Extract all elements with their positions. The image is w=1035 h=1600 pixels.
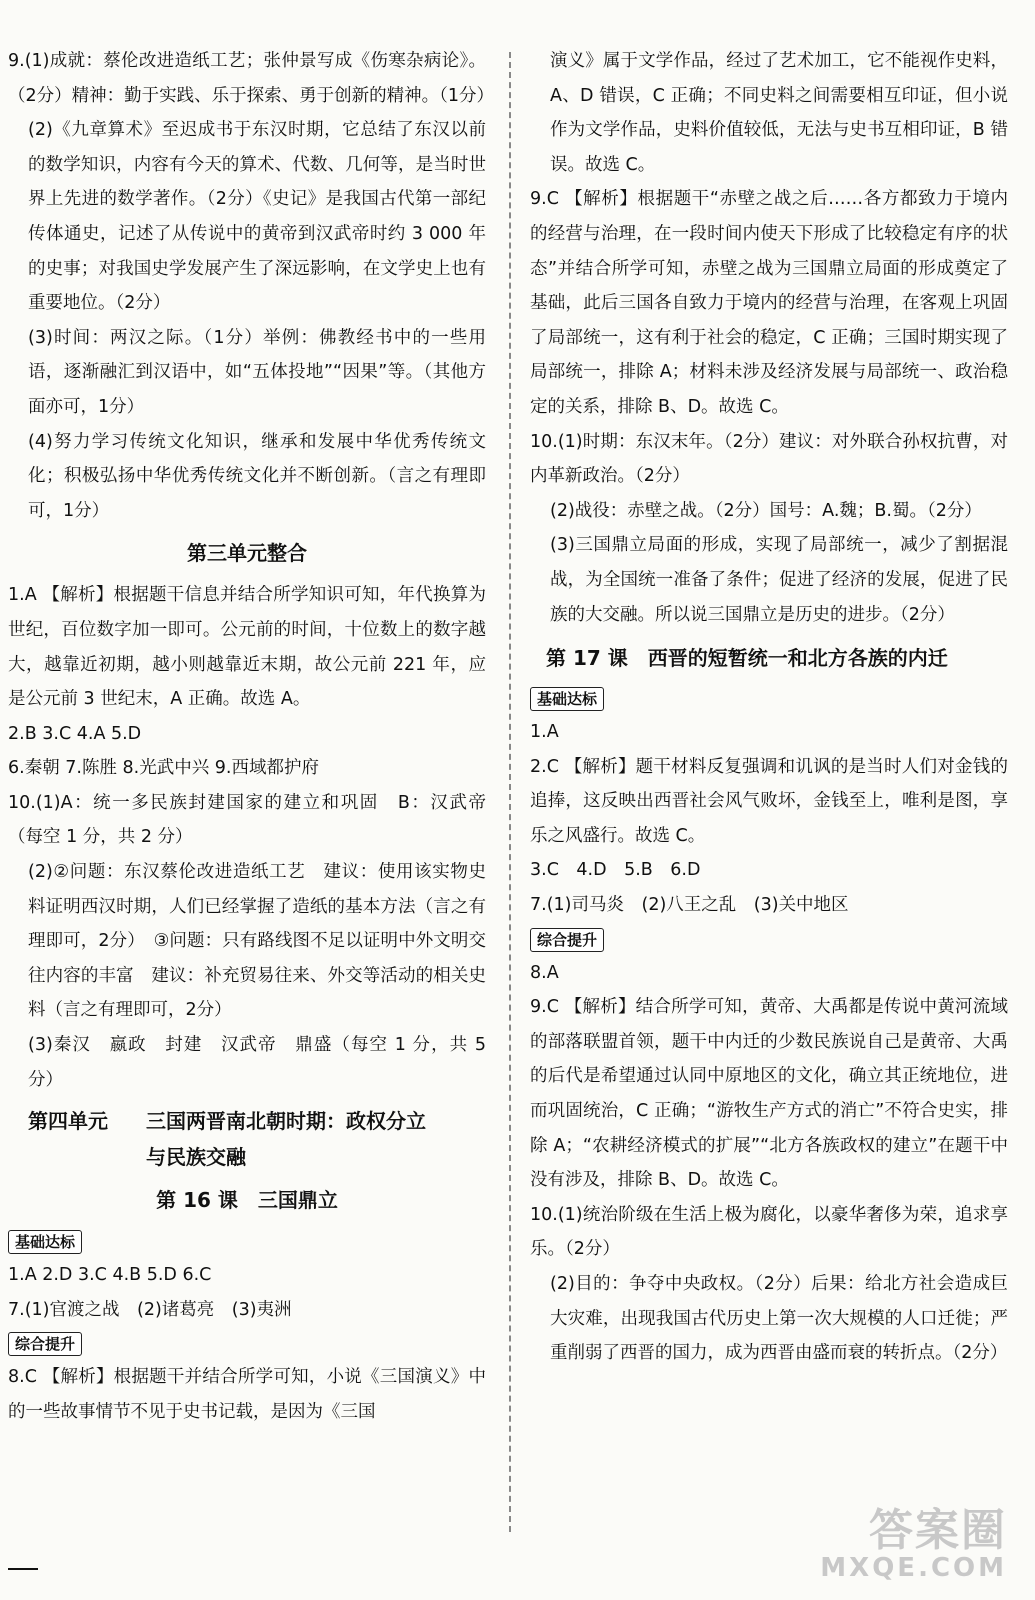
answer-9-1: 9.(1)成就：蔡伦改进造纸工艺；张仲景写成《伤寒杂病论》。（2分）精神：勤于实践、乐于探索、勇于创新的精神。（1分） [8, 51, 495, 106]
unit4-title-line2: 与民族交融 [146, 1145, 246, 1170]
watermark-logo [820, 1505, 1007, 1583]
lesson16-answer-10-2: (2)战役：赤壁之战。（2分）国号：A.魏；B.蜀。（2分） [550, 500, 982, 521]
lesson17-title: 第 17 课 西晋的短暂统一和北方各族的内迁 [546, 646, 948, 671]
badge-basic-2: 基础达标 [530, 687, 604, 711]
lesson17-answer-7: 7.(1)司马炎 (2)八王之乱 (3)关中地区 [530, 895, 849, 916]
lesson17-answer-1: 1.A [530, 722, 559, 743]
lesson17-answer-10-1: 10.(1)统治阶级在生活上极为腐化，以豪华奢侈为荣，追求享乐。（2分） [530, 1204, 1008, 1260]
lesson16-title: 第 16 课 三国鼎立 [156, 1188, 338, 1213]
unit4-label: 第四单元 [28, 1109, 108, 1134]
badge-comprehensive: 综合提升 [8, 1332, 82, 1356]
left-column [8, 44, 495, 1430]
answer-9-3: (3)时间：两汉之际。（1分）举例：佛教经书中的一些用语，逐渐融汇到汉语中，如“五体投地”“因果”等。（其他方面亦可，1分） [28, 327, 486, 417]
answer-9-2: (2)《九章算术》至迟成书于东汉时期，它总结了东汉以前的数学知识，内容有今天的算术、代数、几何等，是当时世界上先进的数学著作。（2分）《史记》是我国古代第一部纪传体通史，记述了从传说中的黄帝到汉武帝时约 3 000 年的史事；对我国史学发展产生了深远影响，在文学史上也有重要地位。（2分） [28, 120, 486, 314]
lesson17-answer-8: 8.A [530, 962, 559, 983]
lesson16-answer-9: 9.C 【解析】根据题干“赤壁之战之后……各方都致力于境内的经营与治理，在一段时间内使天下形成了比较稳定有序的状态”并结合所学可知，赤壁之战为三国鼎立局面的形成奠定了基础，此后三国各自致力于境内的经营与治理，在客观上巩固了局部统一，这有利于社会的稳定，C 正确；三国时期实现了局部统一，排除 A；材料未涉及经济发展与局部统一、政治稳定的关系，排除 B、D。故选 C。 [530, 189, 1008, 417]
watermark-url: MXQE.COM [820, 1553, 1007, 1583]
right-column [530, 44, 1008, 1371]
watermark-text: 答案圈 [869, 1505, 1007, 1556]
unit3-answer-6-9: 6.秦朝 7.陈胜 8.光武中兴 9.西域都护府 [8, 758, 319, 779]
column-divider [509, 52, 511, 1532]
lesson17-answer-10-2: (2)目的：争夺中央政权。（2分）后果：给北方社会造成巨大灾难，出现我国古代历史上第一次大规模的人口迁徙；严重削弱了西晋的国力，成为西晋由盛而衰的转折点。（2分） [550, 1274, 1008, 1364]
unit3-answer-2-5: 2.B 3.C 4.A 5.D [8, 723, 142, 744]
badge-comprehensive-2: 综合提升 [530, 928, 604, 952]
unit4-heading [8, 1103, 486, 1175]
unit3-answer-10-2: (2)②问题：东汉蔡伦改进造纸工艺 建议：使用该实物史料证明西汉时期，人们已经掌握了造纸的基本方法（言之有理即可，2分） ③问题：只有路线图不足以证明中外文明交往内容的丰富 建议：补充贸易往来、外交等活动的相关史料（言之有理即可，2分） [28, 862, 486, 1021]
lesson16-answer-8-cont: 演义》属于文学作品，经过了艺术加工，它不能视作史料，A、D 错误，C 正确；不同史料之间需要相互印证，但小说作为文学作品，史料价值较低，无法与史书互相印证，B 错误。故选 C。 [550, 51, 1008, 175]
lesson16-answer-7: 7.(1)官渡之战 (2)诸葛亮 (3)夷洲 [8, 1299, 292, 1320]
lesson16-answer-8: 8.C 【解析】根据题干并结合所学可知，小说《三国演义》中的一些故事情节不见于史书记载，是因为《三国 [8, 1367, 486, 1422]
answer-9-4: (4)努力学习传统文化知识，继承和发展中华优秀传统文化；积极弘扬中华优秀传统文化并不断创新。（言之有理即可，1分） [28, 431, 486, 521]
lesson16-answer-10-3: (3)三国鼎立局面的形成，实现了局部统一，减少了割据混战，为全国统一准备了条件；促进了经济的发展，促进了民族的大交融。所以说三国鼎立是历史的进步。（2分） [550, 535, 1008, 625]
lesson16-answer-1-6: 1.A 2.D 3.C 4.B 5.D 6.C [8, 1265, 212, 1286]
lesson17-answer-2: 2.C 【解析】题干材料反复强调和讥讽的是当时人们对金钱的追捧，这反映出西晋社会风气败坏，金钱至上，唯利是图，享乐之风盛行。故选 C。 [530, 756, 1008, 846]
badge-basic: 基础达标 [8, 1230, 82, 1254]
lesson17-answer-9: 9.C 【解析】结合所学可知，黄帝、大禹都是传说中黄河流域的部落联盟首领，题干中内迁的少数民族说自己是黄帝、大禹的后代是希望通过认同中原地区的文化，确立其正统地位，进而巩固统治，C 正确；“游牧生产方式的消亡”不符合史实，排除 A；“农耕经济模式的扩展”“北方各族政权的建立”在题干中没有涉及，排除 B、D。故选 C。 [530, 997, 1008, 1191]
unit4-title-line1: 三国两晋南北朝时期：政权分立 [146, 1109, 426, 1134]
lesson17-answer-3-6: 3.C 4.D 5.B 6.D [530, 860, 701, 881]
page-footer-rule [8, 1568, 38, 1570]
lesson16-answer-10-1: 10.(1)时期：东汉末年。（2分）建议：对外联合孙权抗曹，对内革新政治。（2分） [530, 431, 1008, 487]
unit3-answer-10-3: (3)秦汉 嬴政 封建 汉武帝 鼎盛（每空 1 分，共 5 分） [28, 1035, 486, 1090]
unit3-title: 第三单元整合 [187, 541, 307, 566]
unit3-answer-10-1: 10.(1)A：统一多民族封建国家的建立和巩固 B：汉武帝（每空 1 分，共 2 分） [8, 792, 486, 848]
unit3-answer-1: 1.A 【解析】根据题干信息并结合所学知识可知，年代换算为世纪，百位数字加一即可。公元前的时间，十位数上的数字越大，越靠近初期，越小则越靠近末期，故公元前 221 年，应是公元前 3 世纪末，A 正确。故选 A。 [8, 585, 486, 710]
